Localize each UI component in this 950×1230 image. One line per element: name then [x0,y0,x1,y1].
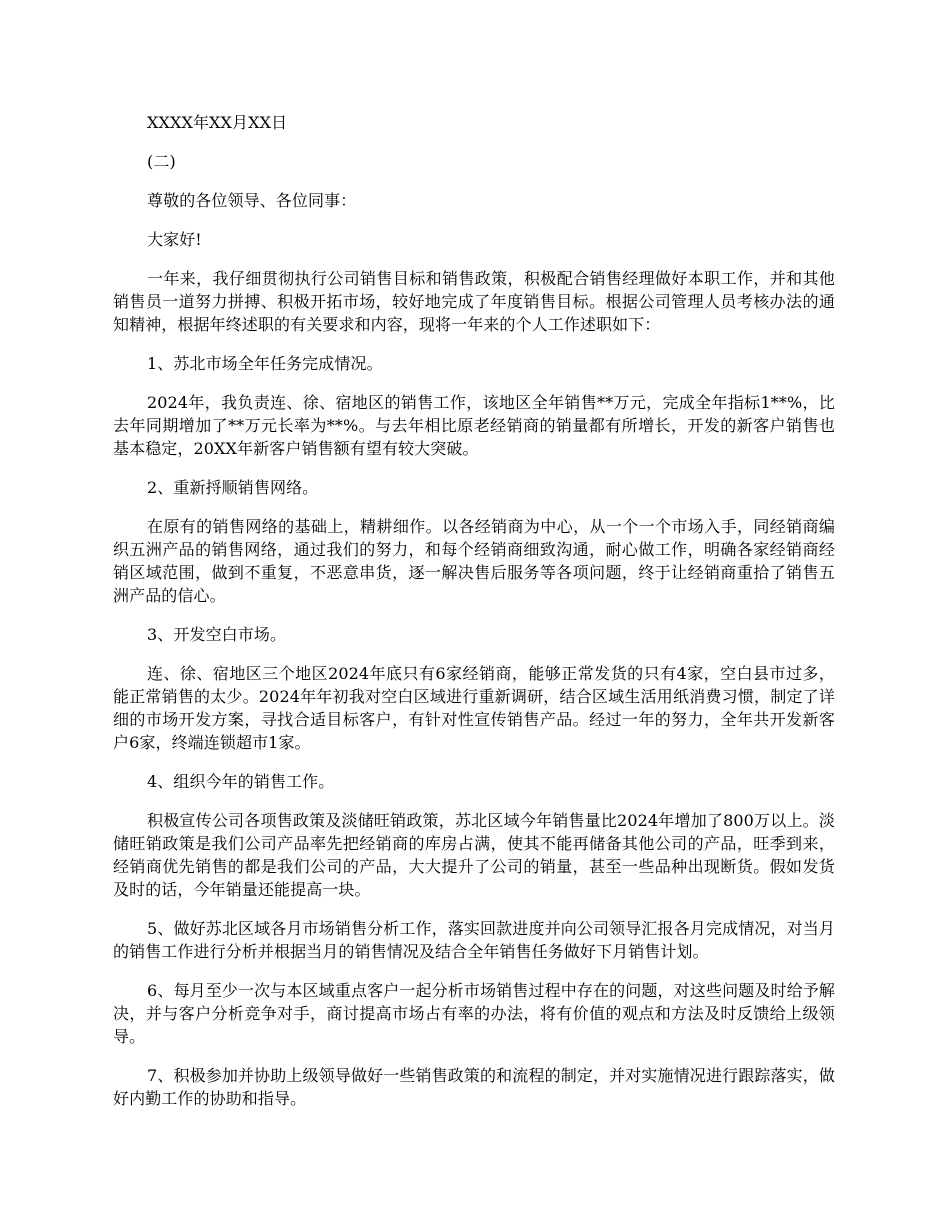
item-5-paragraph: 5、做好苏北区域各月市场销售分析工作，落实回款进度并向公司领导汇报各月完成情况，对当月的销售工作进行分析并根据当月的销售情况及结合全年销售任务做好下月销售计划。 [113,919,835,961]
item-6-paragraph: 6、每月至少一次与本区域重点客户一起分析市场销售过程中存在的问题，对这些问题及时给予解决，并与客户分析竞争对手，商讨提高市场占有率的办法，将有价值的观点和方法及时反馈给上级领导。 [113,981,835,1046]
document-page [113,111,835,1126]
intro-paragraph: 一年来，我仔细贯彻执行公司销售目标和销售政策，积极配合销售经理做好本职工作，并和其他销售员一道努力拼搏、积极开拓市场，较好地完成了年度销售目标。根据公司管理人员考核办法的通知精神，根据年终述职的有关要求和内容，现将一年来的个人工作述职如下： [113,269,835,334]
section-marker: (二) [147,152,176,171]
section-body: 在原有的销售网络的基础上，精耕细作。以各经销商为中心，从一个一个市场入手，同经销商编织五洲产品的销售网络，通过我们的努力，和每个经销商细致沟通，耐心做工作，明确各家经销商经销区域范围，做到不重复，不恶意串货，逐一解决售后服务等各项问题，终于让经销商重拾了销售五洲产品的信心。 [113,517,835,605]
section-body: 积极宣传公司各项售政策及淡储旺销政策，苏北区域今年销售量比2024年增加了800万以上。淡储旺销政策是我们公司产品率先把经销商的库房占满，使其不能再储备其他公司的产品，旺季到来，经销商优先销售的都是我们公司的产品，大大提升了公司的销量，甚至一些品种出现断货。假如发货及时的话，今年销量还能提高一块。 [113,811,835,899]
date-line: XXXX年XX月XX日 [147,113,288,132]
greeting: 大家好! [147,230,202,249]
salutation: 尊敬的各位领导、各位同事： [147,191,357,210]
section-heading: 1、苏北市场全年任务完成情况。 [147,354,383,373]
section-heading: 3、开发空白市场。 [147,625,287,644]
section-heading: 4、组织今年的销售工作。 [147,772,335,791]
section-body: 连、徐、宿地区三个地区2024年底只有6家经销商，能够正常发货的只有4家，空白县市过多，能正常销售的太少。2024年年初我对空白区域进行重新调研，结合区域生活用纸消费习惯，制定了详细的市场开发方案，寻找合适目标客户，有针对性宣传销售产品。经过一年的努力，全年共开发新客户6家，终端连锁超市1家。 [113,664,835,752]
section-heading: 2、重新捋顺销售网络。 [147,478,319,497]
item-7-paragraph: 7、积极参加并协助上级领导做好一些销售政策的和流程的制定，并对实施情况进行跟踪落实，做好内勤工作的协助和指导。 [113,1066,835,1108]
section-body: 2024年，我负责连、徐、宿地区的销售工作，该地区全年销售**万元，完成全年指标1**%，比去年同期增加了**万元长率为**%。与去年相比原老经销商的销量都有所增长，开发的新客户销售也基本稳定，20XX年新客户销售额有望有较大突破。 [113,393,835,458]
